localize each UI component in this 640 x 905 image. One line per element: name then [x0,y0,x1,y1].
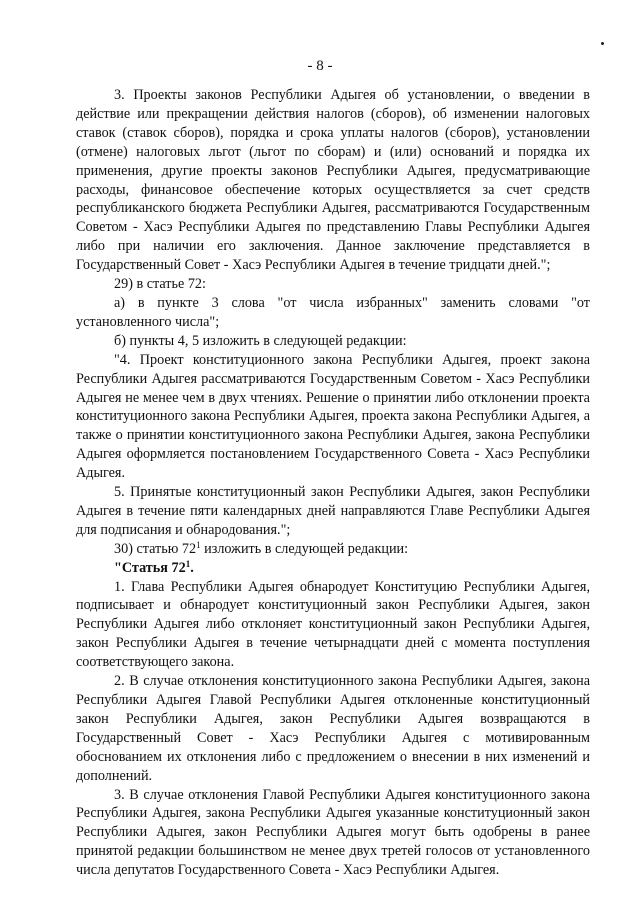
item30-text-rest: изложить в следующей редакции: [200,540,409,557]
scan-dot [601,42,604,45]
article-heading-end: . [190,559,194,576]
superscript: 1 [196,539,201,550]
article-heading [76,559,590,578]
paragraph: 3. Проекты законов Республики Адыгея об установлении, о введении в действие или прекращении действия налогов (сборов), об изменении налоговых ставок (ставок сборов), порядка и срока уплаты налогов (сборов), установлении (отмене) налоговых льгот (льгот по сборам) и (или) оснований и порядка их применения, другие проекты законов Республики Адыгея, предусматривающие расходы, финансовое обеспечение которых осуществляется за счет средств республиканского бюджета Республики Адыгея, рассматриваются Государственным Советом - Хасэ Республики Адыгея по представлению Главы Республики Адыгея либо при наличии его заключения. Данное заключение представляется в Государственный Совет - Хасэ Республики Адыгея в течение тридцати дней."; [76,87,590,274]
item30-text: 30) статью 72 [114,540,197,557]
article-paragraph: 2. В случае отклонения конституционного закона Республики Адыгея, закона Республики Адыгея Главой Республики Адыгея отклоненные конституционный закон Республики Адыгея, закон Республики Адыгея возвращаются в Государственный Совет - Хасэ Республики Адыгея с мотивированным обоснованием их отклонения либо с предложением о внесении в них изменений и дополнений. [76,673,590,784]
article-paragraph: 3. В случае отклонения Главой Республики Адыгея конституционного закона Республики Адыгея, закона Республики Адыгея указанные конституционный закон Республики Адыгея, закон Республики Адыгея могут быть одобрены в ранее принятой редакции большинством не менее двух третей голосов от установленного числа депутатов Государственного Совета - Хасэ Республики Адыгея. [76,786,590,879]
paragraph: 5. Принятые конституционный закон Республики Адыгея, закон Республики Адыгея в течение пяти календарных дней направляются Главе Республики Адыгея для подписания и обнародования."; [76,484,590,538]
article-heading-text: "Статья 72 [114,559,186,576]
article-paragraph: 1. Глава Республики Адыгея обнародует Конституцию Республики Адыгея, подписывает и обнародует конституционный закон Республики Адыгея, закон Республики Адыгея либо отклоняет конституционный закон Республики Адыгея, закон Республики Адыгея в течение четырнадцати дней с момента поступления соответствующего закона. [76,578,590,671]
page-number: - 8 - [307,58,333,74]
paragraph: а) в пункте 3 слова "от числа избранных" заменить словами "от установленного числа"; [76,294,590,330]
paragraph: 29) в статье 72: [114,276,206,293]
paragraph: "4. Проект конституционного закона Республики Адыгея, проект закона Республики Адыгея рассматриваются Государственным Советом - Хасэ Республики Адыгея не менее чем в двух чтениях. Решение о принятии либо отклонении проекта конституционного закона Республики Адыгея, проекта закона Республики Адыгея, а также о принятии конституционного закона Республики Адыгея, закона Республики Адыгея оформляется постановлением Государственного Совета - Хасэ Республики Адыгея. [76,351,590,482]
paragraph: б) пункты 4, 5 изложить в следующей редакции: [114,332,407,349]
superscript: 1 [185,558,191,569]
document-body [76,86,590,880]
paragraph-item-30 [76,540,590,559]
